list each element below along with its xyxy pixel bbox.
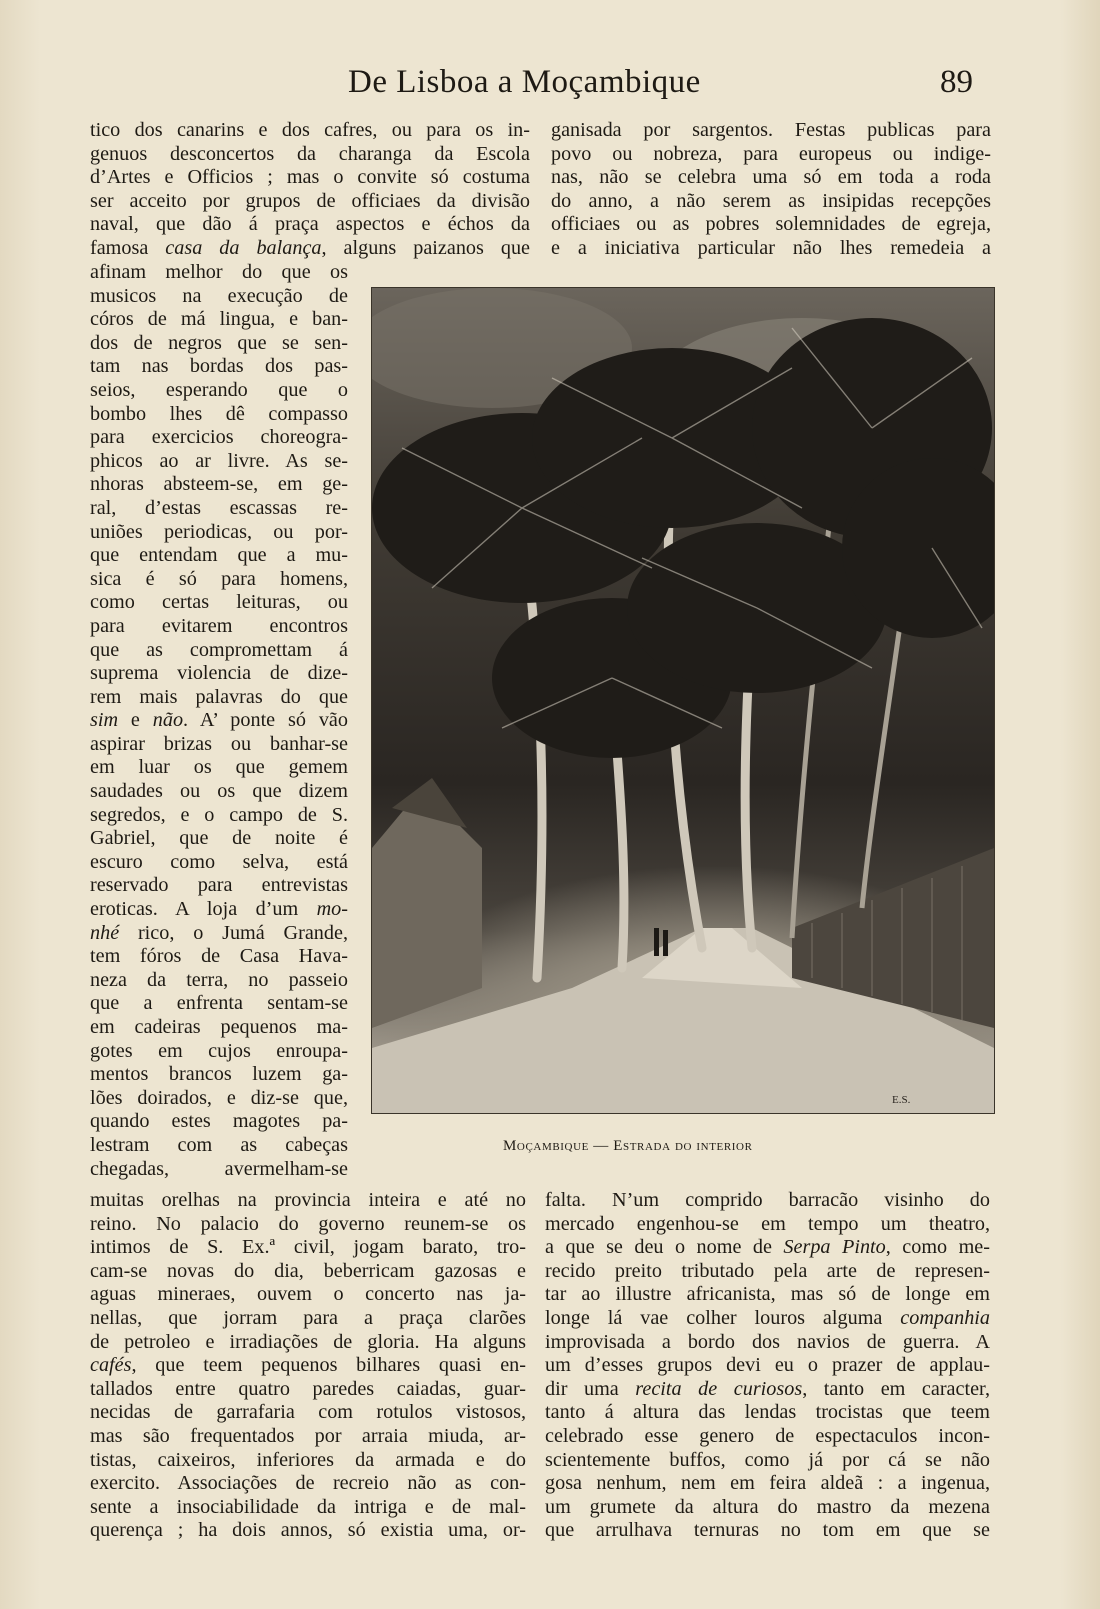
text-line: sica é só para homens, [90,567,348,590]
text-line: cafés, que teem pequenos bilhares quasi en- [90,1354,526,1377]
text-line: que entendam que a mu- [90,544,348,567]
text-line: em luar os que gemem [90,756,348,779]
text-line: tallados entre quatro paredes caiadas, guar- [90,1377,526,1400]
text-line: falta. N’um comprido barracão visinho do [545,1189,990,1211]
text-line: gotes em cujos enroupa- [90,1039,348,1062]
text-line: suprema violencia de dize- [90,662,348,685]
text-line: ganisada por sargentos. Festas publicas para [551,119,991,141]
text-line: tanto á altura das lendas trocistas que teem [545,1401,990,1424]
text-line: para exercicios choreogra- [90,426,348,449]
text-line: officiaes ou as pobres solemnidades de egreja, [551,213,991,236]
text-line: Gabriel, que de noite é [90,827,348,850]
text-line: quando estes magotes pa- [90,1110,348,1133]
text-line: musicos na execução de [90,284,348,307]
text-line: povo ou nobreza, para europeus ou indige- [551,142,991,165]
text-line: aguas mineraes, ouvem o concerto nas ja- [90,1283,526,1306]
text-line: segredos, e o campo de S. [90,803,348,826]
text-line: naval, que dão á praça aspectos e échos da [90,213,530,236]
text-line: dos de negros que se sen- [90,331,348,354]
text-line: recido preito tributado pela arte de represen- [545,1259,990,1282]
page-number: 89 [940,64,973,100]
text-line: exercito. Associações de recreio não as con- [90,1472,526,1495]
text-line: necidas de garrafaria com rotulos vistosos, [90,1401,526,1424]
text-column-left-bottom [90,1189,526,1543]
text-line: genuos desconcertos da charanga da Escola [90,142,530,165]
text-line: como certas leituras, ou [90,591,348,614]
text-line: dir uma recita de curiosos, tanto em caracter, [545,1377,990,1400]
text-line: muitas orelhas na provincia inteira e até no [90,1189,526,1211]
text-line: afinam melhor do que os [90,261,348,283]
figure-caption: Moçambique — Estrada do interior [503,1138,753,1154]
engraver-signature: E.S. [892,1094,911,1106]
text-line: mercado engenhou-se em tempo um theatro, [545,1212,990,1235]
text-column-right-top [551,119,991,261]
text-line: um d’esses grupos devi eu o prazer de applau- [545,1354,990,1377]
text-line: sim e não. A’ ponte só vão [90,709,348,732]
text-line: lões doirados, e diz-se que, [90,1086,348,1109]
text-line: phicos ao ar livre. As se- [90,449,348,472]
text-line: e a iniciativa particular não lhes remedeia a [551,236,991,259]
text-column-narrow [90,261,348,1181]
text-line: mas são frequentados por arraia miuda, ar- [90,1424,526,1447]
text-line: famosa casa da balança, alguns paizanos que [90,236,531,259]
text-line: chegadas, avermelham-se [90,1157,348,1180]
text-line: para evitarem encontros [90,614,348,637]
running-header-title: De Lisboa a Moçambique [348,64,701,100]
text-line: tam nas bordas dos pas- [90,355,348,378]
text-column-left-top [90,119,530,261]
text-line: mentos brancos luzem ga- [90,1063,348,1086]
text-line: tar ao illustre africanista, mas só de longe em [545,1283,990,1306]
text-line: nhoras absteem-se, em ge- [90,473,348,496]
engraving-palm-road [371,287,995,1114]
text-column-right-bottom [545,1189,990,1543]
text-line: que a enfrenta sentam-se [90,992,348,1015]
text-line: córos de má lingua, e ban- [90,308,348,331]
text-line: do anno, a não serem as insipidas recepções [551,189,991,212]
text-line: de petroleo e irradiações de gloria. Ha alguns [90,1330,526,1353]
text-line: celebrado esse genero de espectaculos incon- [545,1424,990,1447]
text-line: que arrulhava ternuras no tom em que se [545,1519,990,1542]
text-line: escuro como selva, está [90,850,348,873]
text-line: rem mais palavras do que [90,685,348,708]
text-line: longe lá vae colher louros alguma companhia [545,1306,990,1329]
text-line: scientemente buffos, como já por cá se não [545,1448,990,1471]
text-line: aspirar brizas ou banhar-se [90,732,348,755]
palm-trees-illustration [372,288,994,1113]
text-line: uniões periodicas, ou por- [90,520,348,543]
text-line: sente a insociabilidade da intriga e de mal- [90,1495,526,1518]
text-line: cam-se novas do dia, beberricam gazosas e [90,1259,526,1282]
text-line: ral, d’estas escassas re- [90,496,348,519]
text-line: que as compromettam á [90,638,348,661]
text-line: intimos de S. Ex.ª civil, jogam barato, tro- [90,1236,526,1259]
text-line: gosa nenhum, nem em feira aldeã : a ingenua, [545,1472,990,1495]
text-line: bombo lhes dê compasso [90,402,348,425]
text-line: um grumete da altura do mastro da mezena [545,1495,990,1518]
text-line: d’Artes e Officios ; mas o convite só costuma [90,166,530,189]
text-line: reservado para entrevistas [90,874,348,897]
text-line: em cadeiras pequenos ma- [90,1016,348,1038]
text-line: saudades ou os que dizem [90,780,348,803]
text-line: improvisada a bordo dos navios de guerra. A [545,1330,990,1353]
text-line: a que se deu o nome de Serpa Pinto, como me- [545,1236,990,1259]
text-line: querença ; ha dois annos, só existia uma, or- [90,1519,526,1542]
text-line: lestram com as cabeças [90,1133,348,1156]
text-line: seios, esperando que o [90,378,348,401]
text-line: nhé rico, o Jumá Grande, [90,921,348,944]
text-line: ser acceito por grupos de officiaes da divisão [90,189,530,212]
text-line: nas, não se celebra uma só em toda a roda [551,166,991,189]
text-line: nellas, que jorram para a praça clarões [90,1306,526,1329]
text-line: tem fóros de Casa Hava- [90,945,348,968]
text-line: reino. No palacio do governo reunem-se os [90,1212,526,1235]
text-line: eroticas. A loja d’um mo- [90,898,348,921]
text-line: neza da terra, no passeio [90,968,348,991]
text-line: tistas, caixeiros, inferiores da armada e do [90,1448,526,1471]
text-line: tico dos canarins e dos cafres, ou para os in- [90,119,530,141]
